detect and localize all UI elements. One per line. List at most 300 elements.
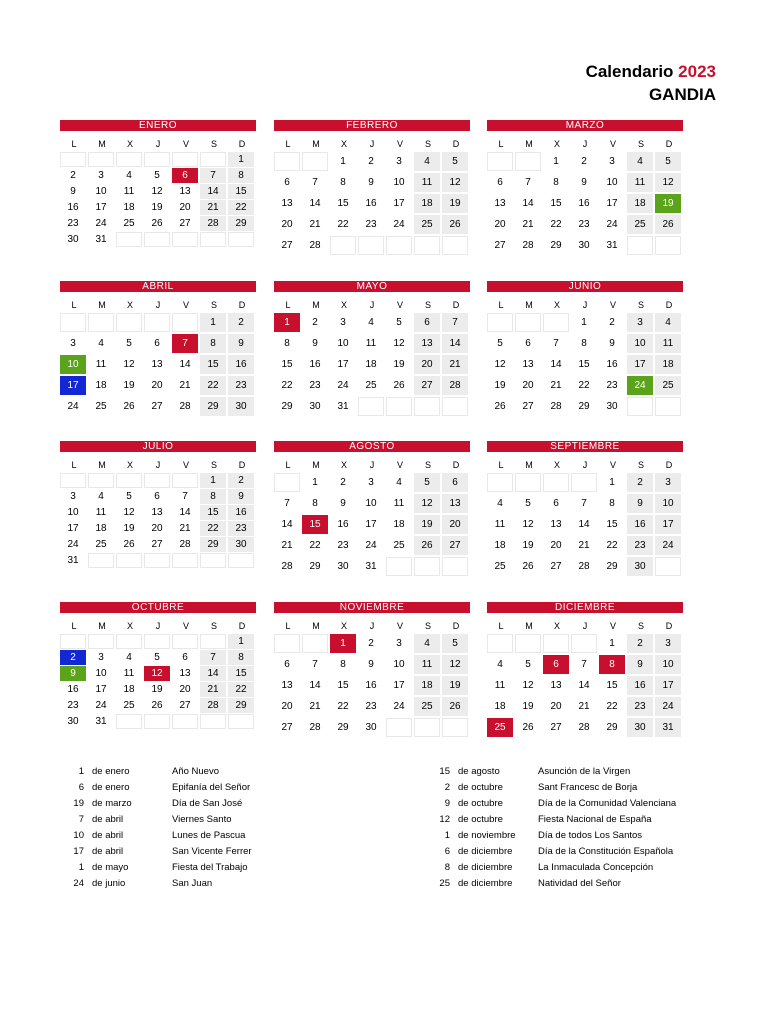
holiday-row <box>62 828 252 844</box>
day-cell: 21 <box>200 200 226 215</box>
day-cell: 22 <box>337 701 349 712</box>
month-header: NOVIEMBRE <box>274 602 470 613</box>
empty-day-cell <box>116 232 142 247</box>
day-cell: 17 <box>365 519 377 530</box>
empty-day-cell <box>414 718 440 737</box>
empty-day-cell <box>414 236 440 255</box>
weekday-label: D <box>452 300 460 310</box>
day-cell: 1 <box>581 317 587 328</box>
day-cell: 28 <box>578 722 590 733</box>
day-cell: 1 <box>609 638 615 649</box>
day-cell: 20 <box>151 523 163 534</box>
day-cell: 4 <box>497 498 503 509</box>
weekday-label: M <box>312 621 320 631</box>
day-cell: 27 <box>151 401 163 412</box>
day-cell: 10 <box>606 177 618 188</box>
day-cell: 8 <box>200 334 226 353</box>
month-header: DICIEMBRE <box>487 602 683 613</box>
month-header: ABRIL <box>60 281 256 292</box>
weekday-label: M <box>525 460 533 470</box>
day-cell: 21 <box>578 701 590 712</box>
month-abril <box>60 281 256 418</box>
day-cell: 7 <box>442 313 468 332</box>
day-cell: 14 <box>550 359 562 370</box>
weekday-label: M <box>98 300 106 310</box>
day-cell: 11 <box>123 186 135 197</box>
empty-day-cell <box>571 473 597 492</box>
weekday-label: V <box>182 300 189 310</box>
day-cell: 13 <box>414 334 440 353</box>
day-cell: 22 <box>337 219 349 230</box>
weekday-label: M <box>98 139 106 149</box>
day-cell: 21 <box>550 380 562 391</box>
day-cell: 18 <box>123 684 135 695</box>
day-cell: 1 <box>553 156 559 167</box>
day-cell: 29 <box>578 401 590 412</box>
day-cell: 11 <box>655 334 681 353</box>
weekday-label: V <box>396 300 403 310</box>
holiday-legend-right <box>428 764 676 892</box>
day-cell: 25 <box>655 376 681 395</box>
weekday-label: D <box>665 460 673 470</box>
day-cell: 15 <box>228 184 254 199</box>
day-cell: 22 <box>228 200 254 215</box>
day-cell: 27 <box>281 240 293 251</box>
day-cell: 23 <box>578 219 590 230</box>
holiday-row <box>428 796 676 812</box>
empty-day-cell <box>116 313 142 332</box>
day-cell: 26 <box>123 401 135 412</box>
weekday-label: S <box>637 139 644 149</box>
weekday-row <box>60 299 256 311</box>
holiday-name: La Inmaculada Concepción <box>538 862 654 873</box>
day-cell: 7 <box>200 168 226 183</box>
day-cell: 6 <box>525 338 531 349</box>
day-cell: 6 <box>414 313 440 332</box>
weekday-label: X <box>340 300 347 310</box>
holiday-name: Asunción de la Virgen <box>538 766 631 777</box>
day-cell: 22 <box>309 540 321 551</box>
day-cell: 16 <box>67 202 79 213</box>
day-cell: 30 <box>578 240 590 251</box>
month-octubre <box>60 602 256 730</box>
weekday-label: M <box>525 139 533 149</box>
day-cell: 14 <box>578 519 590 530</box>
holiday-name: Natividad del Señor <box>538 878 621 889</box>
day-cell: 28 <box>522 240 534 251</box>
empty-day-cell <box>515 152 541 171</box>
day-cell: 1 <box>609 477 615 488</box>
day-cell: 15 <box>606 519 618 530</box>
weekday-label: X <box>553 460 560 470</box>
day-cell: 5 <box>126 338 132 349</box>
day-cell: 27 <box>550 722 562 733</box>
day-cell: 28 <box>200 698 226 713</box>
day-grid <box>60 152 256 248</box>
holiday-day: 10 <box>73 830 84 841</box>
month-marzo <box>487 120 683 257</box>
month-header: ENERO <box>60 120 256 131</box>
day-cell: 11 <box>365 338 377 349</box>
city-name: GANDIA <box>648 85 716 104</box>
day-cell: 27 <box>442 536 468 555</box>
holiday-month: de enero <box>92 782 130 793</box>
day-cell: 29 <box>550 240 562 251</box>
weekday-label: D <box>665 300 673 310</box>
empty-day-cell <box>144 152 170 167</box>
day-cell: 12 <box>144 666 170 681</box>
day-cell: 4 <box>497 659 503 670</box>
day-cell: 21 <box>179 380 191 391</box>
day-cell: 6 <box>553 498 559 509</box>
holiday-row <box>428 764 676 780</box>
day-cell: 13 <box>550 680 562 691</box>
day-cell: 8 <box>228 650 254 665</box>
day-cell: 30 <box>627 718 653 737</box>
day-cell: 22 <box>281 380 293 391</box>
day-cell: 18 <box>627 194 653 213</box>
day-cell: 11 <box>494 519 506 530</box>
weekday-label: D <box>238 300 246 310</box>
day-cell: 15 <box>337 198 349 209</box>
day-cell: 29 <box>200 397 226 416</box>
day-cell: 5 <box>497 338 503 349</box>
weekday-label: L <box>285 621 291 631</box>
day-cell: 28 <box>179 539 191 550</box>
day-cell: 9 <box>340 498 346 509</box>
day-cell: 12 <box>151 186 163 197</box>
weekday-label: L <box>498 460 504 470</box>
empty-day-cell <box>172 313 198 332</box>
day-cell: 22 <box>550 219 562 230</box>
empty-day-cell <box>487 152 513 171</box>
holiday-name: San Juan <box>172 878 213 889</box>
day-cell: 27 <box>179 700 191 711</box>
day-cell: 1 <box>274 313 300 332</box>
weekday-label: S <box>210 460 217 470</box>
day-cell: 15 <box>228 666 254 681</box>
day-cell: 10 <box>95 668 107 679</box>
day-cell: 25 <box>487 718 513 737</box>
empty-day-cell <box>302 152 328 171</box>
weekday-label: J <box>155 621 161 631</box>
day-cell: 11 <box>95 359 107 370</box>
day-cell: 14 <box>309 198 321 209</box>
weekday-label: S <box>424 460 431 470</box>
weekday-label: D <box>665 621 673 631</box>
day-cell: 6 <box>497 177 503 188</box>
day-cell: 20 <box>281 701 293 712</box>
day-cell: 13 <box>179 186 191 197</box>
day-cell: 30 <box>309 401 321 412</box>
weekday-label: V <box>609 621 616 631</box>
day-cell: 16 <box>67 684 79 695</box>
empty-day-cell <box>386 236 412 255</box>
holiday-month: de mayo <box>92 862 129 873</box>
weekday-label: M <box>98 621 106 631</box>
day-cell: 5 <box>442 152 468 171</box>
holiday-month: de abril <box>92 846 124 857</box>
holiday-name: Día de la Comunidad Valenciana <box>538 798 677 809</box>
weekday-label: J <box>155 300 161 310</box>
weekday-label: V <box>609 139 616 149</box>
day-cell: 12 <box>393 338 405 349</box>
weekday-label: S <box>210 300 217 310</box>
day-cell: 22 <box>578 380 590 391</box>
weekday-label: J <box>155 460 161 470</box>
day-grid <box>60 473 256 569</box>
holiday-name: Año Nuevo <box>172 766 220 777</box>
day-cell: 15 <box>281 359 293 370</box>
day-cell: 9 <box>581 177 587 188</box>
empty-day-cell <box>144 634 170 649</box>
empty-day-cell <box>386 718 412 737</box>
day-cell: 18 <box>494 540 506 551</box>
day-cell: 17 <box>655 676 681 695</box>
weekday-label: J <box>369 300 375 310</box>
day-cell: 17 <box>393 680 405 691</box>
weekday-label: L <box>71 139 77 149</box>
day-cell: 20 <box>522 380 534 391</box>
weekday-label: S <box>424 139 431 149</box>
day-cell: 9 <box>228 489 254 504</box>
day-grid <box>487 152 683 257</box>
day-cell: 21 <box>200 682 226 697</box>
day-cell: 8 <box>312 498 318 509</box>
day-cell: 31 <box>67 555 79 566</box>
month-header: JULIO <box>60 441 256 452</box>
empty-day-cell <box>60 313 86 332</box>
day-cell: 23 <box>337 540 349 551</box>
day-cell: 6 <box>182 652 188 663</box>
day-cell: 13 <box>281 198 293 209</box>
day-grid <box>274 634 470 739</box>
weekday-label: D <box>452 139 460 149</box>
holiday-month: de octubre <box>458 814 503 825</box>
day-cell: 8 <box>200 489 226 504</box>
weekday-label: V <box>396 621 403 631</box>
weekday-label: M <box>312 460 320 470</box>
day-cell: 27 <box>494 240 506 251</box>
empty-day-cell <box>172 553 198 568</box>
day-cell: 19 <box>522 701 534 712</box>
day-cell: 25 <box>414 215 440 234</box>
day-cell: 18 <box>414 676 440 695</box>
empty-day-cell <box>515 313 541 332</box>
day-cell: 18 <box>95 523 107 534</box>
day-cell: 26 <box>151 700 163 711</box>
holiday-name: Sant Francesc de Borja <box>538 782 638 793</box>
day-cell: 12 <box>123 507 135 518</box>
day-cell: 30 <box>606 401 618 412</box>
day-cell: 3 <box>609 156 615 167</box>
day-cell: 4 <box>414 634 440 653</box>
weekday-label: L <box>285 139 291 149</box>
weekday-label: L <box>71 621 77 631</box>
day-cell: 12 <box>522 680 534 691</box>
day-cell: 14 <box>281 519 293 530</box>
day-cell: 7 <box>200 650 226 665</box>
day-cell: 5 <box>655 152 681 171</box>
day-cell: 10 <box>393 659 405 670</box>
day-cell: 3 <box>70 491 76 502</box>
day-cell: 24 <box>627 376 653 395</box>
day-cell: 8 <box>228 168 254 183</box>
day-cell: 4 <box>126 170 132 181</box>
holiday-month: de agosto <box>458 766 500 777</box>
month-header: FEBRERO <box>274 120 470 131</box>
day-cell: 15 <box>606 680 618 691</box>
empty-day-cell <box>172 634 198 649</box>
weekday-row <box>60 459 256 471</box>
day-cell: 30 <box>365 722 377 733</box>
day-cell: 6 <box>442 473 468 492</box>
empty-day-cell <box>442 557 468 576</box>
day-cell: 20 <box>179 202 191 213</box>
weekday-label: L <box>498 300 504 310</box>
day-cell: 17 <box>67 523 79 534</box>
day-cell: 22 <box>200 376 226 395</box>
weekday-label: V <box>609 300 616 310</box>
day-cell: 16 <box>365 198 377 209</box>
empty-day-cell <box>144 473 170 488</box>
empty-day-cell <box>274 473 300 492</box>
day-cell: 16 <box>228 505 254 520</box>
weekday-label: X <box>126 300 133 310</box>
day-cell: 31 <box>337 401 349 412</box>
day-cell: 13 <box>522 359 534 370</box>
holiday-row <box>62 844 252 860</box>
day-cell: 18 <box>123 202 135 213</box>
weekday-label: S <box>637 300 644 310</box>
holiday-day: 8 <box>444 862 450 873</box>
empty-day-cell <box>88 634 114 649</box>
weekday-label: L <box>498 139 504 149</box>
weekday-label: S <box>637 460 644 470</box>
weekday-label: X <box>553 621 560 631</box>
day-cell: 21 <box>522 219 534 230</box>
holiday-name: Día de la Constitución Española <box>538 846 674 857</box>
holiday-month: de octubre <box>458 782 503 793</box>
empty-day-cell <box>358 236 384 255</box>
day-cell: 4 <box>396 477 402 488</box>
title-year: 2023 <box>678 62 716 81</box>
empty-day-cell <box>487 313 513 332</box>
day-cell: 7 <box>312 177 318 188</box>
day-cell: 27 <box>179 218 191 229</box>
day-grid <box>487 634 683 739</box>
weekday-label: V <box>396 139 403 149</box>
day-grid <box>274 473 470 578</box>
day-cell: 24 <box>95 700 107 711</box>
day-cell: 24 <box>655 536 681 555</box>
day-cell: 18 <box>494 701 506 712</box>
holiday-month: de marzo <box>92 798 132 809</box>
empty-day-cell <box>330 236 356 255</box>
day-cell: 21 <box>179 523 191 534</box>
day-cell: 30 <box>337 561 349 572</box>
day-cell: 25 <box>393 540 405 551</box>
weekday-label: J <box>369 621 375 631</box>
holiday-day: 7 <box>78 814 84 825</box>
weekday-label: X <box>553 300 560 310</box>
empty-day-cell <box>88 313 114 332</box>
weekday-label: J <box>155 139 161 149</box>
weekday-label: D <box>238 139 246 149</box>
day-cell: 14 <box>200 184 226 199</box>
day-cell: 7 <box>553 338 559 349</box>
day-cell: 23 <box>67 700 79 711</box>
empty-day-cell <box>655 397 681 416</box>
holiday-row <box>428 844 676 860</box>
day-cell: 18 <box>365 359 377 370</box>
day-cell: 21 <box>309 701 321 712</box>
day-cell: 30 <box>67 716 79 727</box>
holiday-row <box>428 780 676 796</box>
day-cell: 13 <box>550 519 562 530</box>
empty-day-cell <box>200 553 226 568</box>
day-cell: 23 <box>627 697 653 716</box>
day-cell: 23 <box>365 701 377 712</box>
day-cell: 7 <box>284 498 290 509</box>
day-cell: 11 <box>627 173 653 192</box>
day-cell: 10 <box>337 338 349 349</box>
day-cell: 26 <box>522 722 534 733</box>
month-febrero <box>274 120 470 257</box>
day-cell: 23 <box>365 219 377 230</box>
holiday-day: 19 <box>73 798 84 809</box>
weekday-label: L <box>71 460 77 470</box>
day-cell: 8 <box>284 338 290 349</box>
day-cell: 17 <box>95 684 107 695</box>
empty-day-cell <box>116 553 142 568</box>
day-cell: 31 <box>365 561 377 572</box>
day-cell: 9 <box>368 177 374 188</box>
holiday-day: 1 <box>78 766 84 777</box>
day-cell: 3 <box>340 317 346 328</box>
day-grid <box>274 152 470 257</box>
day-cell: 15 <box>200 355 226 374</box>
day-cell: 21 <box>309 219 321 230</box>
holiday-name: Fiesta del Trabajo <box>172 862 248 873</box>
weekday-label: L <box>285 460 291 470</box>
holiday-row <box>62 764 252 780</box>
day-cell: 20 <box>414 355 440 374</box>
empty-day-cell <box>442 718 468 737</box>
day-cell: 24 <box>655 697 681 716</box>
weekday-row <box>60 620 256 632</box>
weekday-label: M <box>312 139 320 149</box>
day-cell: 9 <box>60 666 86 681</box>
empty-day-cell <box>172 473 198 488</box>
day-cell: 7 <box>172 334 198 353</box>
weekday-label: X <box>340 460 347 470</box>
day-cell: 19 <box>494 380 506 391</box>
weekday-label: M <box>312 300 320 310</box>
weekday-label: J <box>582 139 588 149</box>
day-cell: 1 <box>330 634 356 653</box>
weekday-label: S <box>424 300 431 310</box>
empty-day-cell <box>144 313 170 332</box>
day-cell: 2 <box>60 650 86 665</box>
weekday-label: D <box>665 139 673 149</box>
day-cell: 4 <box>655 313 681 332</box>
day-cell: 28 <box>578 561 590 572</box>
day-cell: 17 <box>627 355 653 374</box>
empty-day-cell <box>571 634 597 653</box>
empty-day-cell <box>274 152 300 171</box>
day-cell: 11 <box>414 173 440 192</box>
